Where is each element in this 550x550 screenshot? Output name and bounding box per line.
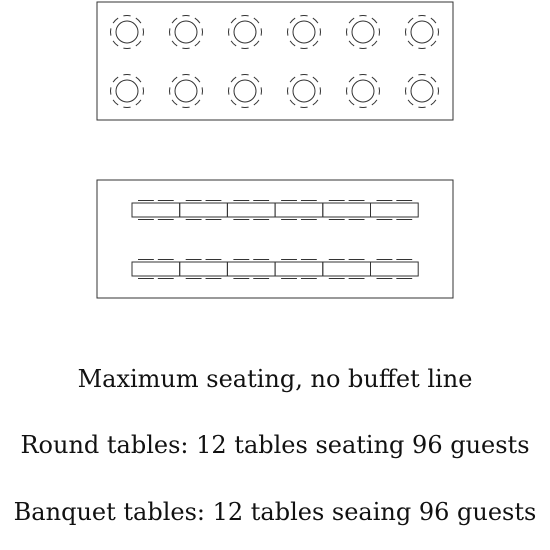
round-table — [406, 15, 439, 48]
chair — [431, 77, 436, 82]
table-top — [371, 203, 419, 217]
round-table — [288, 15, 321, 48]
round-table — [288, 75, 321, 108]
chair — [254, 41, 259, 46]
round-tables-group — [111, 15, 439, 107]
round-table — [170, 16, 203, 49]
banquet-table — [275, 201, 323, 220]
chair — [431, 100, 436, 105]
chair — [372, 100, 377, 105]
round-table — [347, 75, 380, 108]
chair — [136, 41, 141, 46]
banquet-table — [180, 201, 228, 220]
round-table — [347, 15, 380, 48]
table-top — [352, 21, 374, 43]
chair — [349, 100, 354, 105]
chair — [313, 41, 318, 46]
chair — [431, 18, 436, 23]
chair — [113, 77, 118, 82]
round-table — [170, 75, 203, 108]
chair — [290, 18, 295, 23]
table-top — [227, 262, 275, 276]
table-top — [116, 80, 138, 102]
round-table — [229, 16, 262, 49]
chair — [172, 77, 177, 82]
table-top — [116, 21, 138, 43]
chair — [113, 100, 118, 105]
chair — [313, 100, 318, 105]
table-top — [371, 262, 419, 276]
banquet-tables-room — [97, 180, 453, 298]
banquet-table — [227, 260, 275, 279]
chair — [408, 18, 413, 23]
chair — [172, 41, 177, 46]
chair — [113, 18, 118, 23]
table-top — [323, 262, 371, 276]
chair — [113, 41, 118, 46]
chair — [231, 41, 236, 46]
chair — [136, 100, 141, 105]
round-table — [229, 75, 262, 108]
chair — [313, 77, 318, 82]
chair — [195, 100, 200, 105]
table-top — [132, 203, 180, 217]
chair — [408, 77, 413, 82]
round-table — [111, 75, 144, 108]
banquet-table — [323, 201, 371, 220]
banquet-table — [227, 201, 275, 220]
table-top — [132, 262, 180, 276]
round-tables-room — [97, 2, 453, 120]
table-top — [180, 262, 228, 276]
chair — [136, 77, 141, 82]
table-top — [411, 21, 433, 43]
table-top — [293, 80, 315, 102]
table-top — [352, 80, 374, 102]
round-table — [406, 75, 439, 108]
chair — [372, 77, 377, 82]
banquet-table — [323, 260, 371, 279]
banquet-table — [371, 260, 419, 279]
caption-summary: Maximum seating, no buffet line — [77, 365, 473, 393]
chair — [254, 77, 259, 82]
banquet-table — [132, 201, 180, 220]
banquet-tables-group — [132, 201, 418, 279]
chair — [431, 41, 436, 46]
chair — [195, 41, 200, 46]
chair — [349, 18, 354, 23]
chair — [313, 18, 318, 23]
chair — [231, 77, 236, 82]
banquet-table — [132, 260, 180, 279]
table-top — [175, 21, 197, 43]
chair — [172, 100, 177, 105]
table-top — [180, 203, 228, 217]
chair — [408, 100, 413, 105]
table-top — [227, 203, 275, 217]
chair — [136, 18, 141, 23]
banquet-table — [275, 260, 323, 279]
chair — [231, 100, 236, 105]
table-top — [275, 203, 323, 217]
chair — [349, 77, 354, 82]
chair — [254, 100, 259, 105]
chair — [349, 41, 354, 46]
chair — [290, 100, 295, 105]
caption-round-tables: Round tables: 12 tables seating 96 guests — [20, 431, 530, 459]
chair — [372, 41, 377, 46]
caption-banquet-tables: Banquet tables: 12 tables seaing 96 guests — [13, 498, 537, 526]
table-top — [234, 80, 256, 102]
table-top — [411, 80, 433, 102]
chair — [372, 18, 377, 23]
banquet-table — [371, 201, 419, 220]
table-top — [275, 262, 323, 276]
chair — [231, 18, 236, 23]
table-top — [175, 80, 197, 102]
chair — [172, 18, 177, 23]
chair — [195, 77, 200, 82]
chair — [290, 77, 295, 82]
chair — [254, 18, 259, 23]
chair — [408, 41, 413, 46]
banquet-table — [180, 260, 228, 279]
round-table — [111, 16, 144, 49]
chair — [290, 41, 295, 46]
table-top — [323, 203, 371, 217]
chair — [195, 18, 200, 23]
table-top — [234, 21, 256, 43]
table-top — [293, 21, 315, 43]
